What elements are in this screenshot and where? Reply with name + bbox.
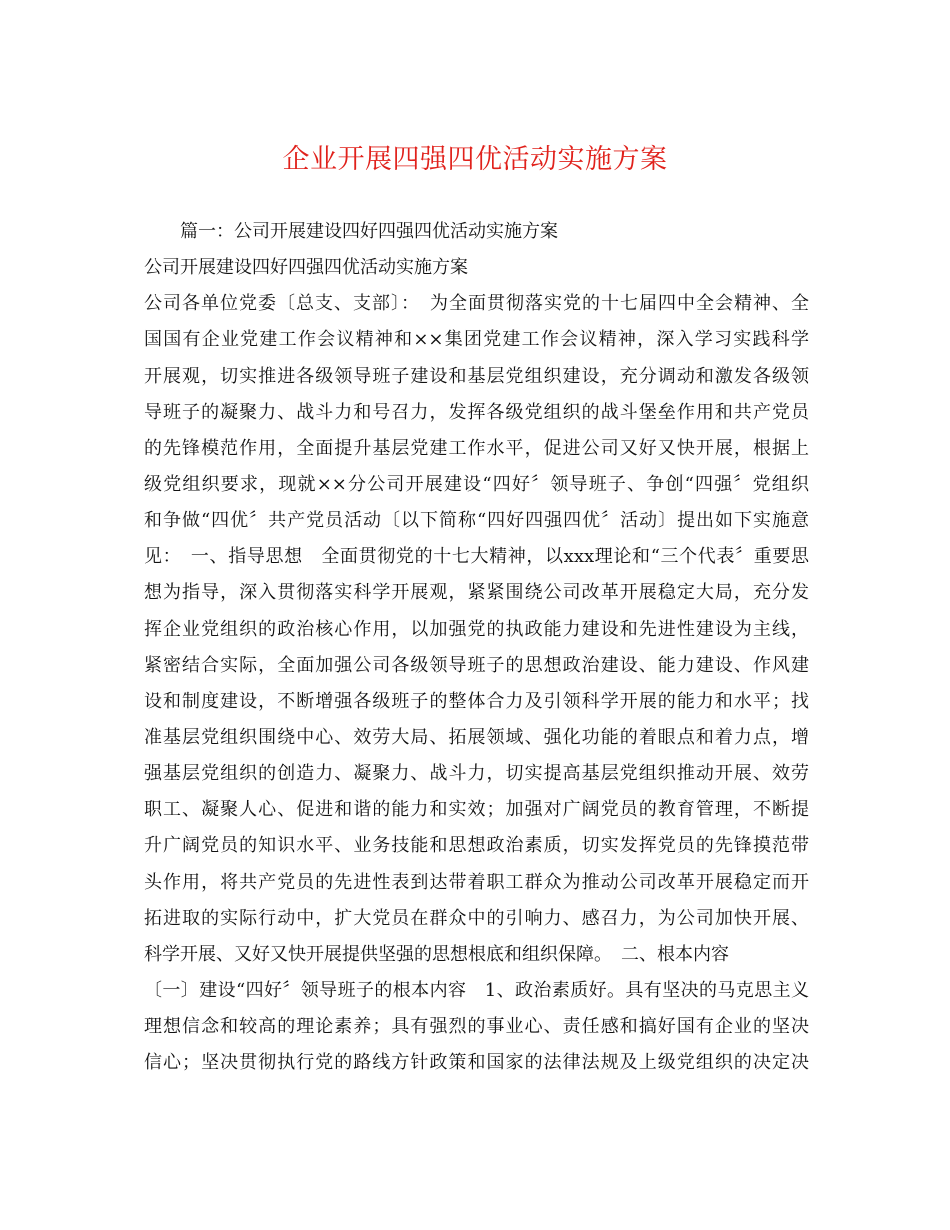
body-line: 篇一：公司开展建设四好四强四优活动实施方案: [180, 221, 558, 242]
body-line: 公司各单位党委〔总支、支部〕： 为全面贯彻落实党的十七届四中全会精神、全: [144, 293, 809, 315]
body-line: 紧密结合实际，全面加强公司各级领导班子的思想政治建设、能力建设、作风建: [144, 654, 809, 676]
body-line: 级党组织要求，现就××分公司开展建设“四好〞领导班子、争创“四强〞党组织: [144, 473, 809, 495]
body-line: 挥企业党组织的政治核心作用，以加强党的执政能力建设和先进性建设为主线，: [144, 618, 809, 640]
body-line: 拓进取的实际行动中，扩大党员在群众中的引响力、感召力，为公司加快开展、: [144, 907, 809, 929]
body-line: 升广阔党员的知识水平、业务技能和思想政治素质，切实发挥党员的先锋摸范带: [144, 835, 809, 857]
document-body: [144, 214, 809, 1081]
body-line: 职工、凝聚人心、促进和谐的能力和实效；加强对广阔党员的教育管理，不断提: [144, 799, 809, 821]
body-line: 理想信念和较高的理论素养；具有强烈的事业心、责任感和搞好国有企业的坚决: [144, 1016, 809, 1038]
body-line: 公司开展建设四好四强四优活动实施方案: [144, 257, 468, 279]
body-line: 导班子的凝聚力、战斗力和号召力，发挥各级党组织的战斗堡垒作用和共产党员: [144, 401, 809, 423]
body-line: 的先锋模范作用，全面提升基层党建工作水平，促进公司又好又快开展，根据上: [144, 437, 809, 459]
body-line: 想为指导，深入贯彻落实科学开展观，紧紧围绕公司改革开展稳定大局，充分发: [144, 582, 809, 604]
body-line: 强基层党组织的创造力、凝聚力、战斗力，切实提高基层党组织推动开展、效劳: [144, 763, 809, 785]
body-line: 科学开展、又好又快开展提供坚强的思想根底和组织保障。 二、根本内容: [144, 943, 729, 965]
body-line: 〔一〕建设“四好〞领导班子的根本内容 1、政治素质好。具有坚决的马克思主义: [144, 979, 809, 1001]
body-line: 设和制度建设，不断增强各级班子的整体合力及引领科学开展的能力和水平；找: [144, 690, 809, 712]
body-line: 准基层党组织围绕中心、效劳大局、拓展领域、强化功能的着眼点和着力点，增: [144, 726, 809, 748]
document-title: 企业开展四强四优活动实施方案: [282, 144, 668, 175]
body-line: 国国有企业党建工作会议精神和××集团党建工作会议精神，深入学习实践科学: [144, 329, 809, 351]
body-line: 开展观，切实推进各级领导班子建设和基层党组织建设，充分调动和激发各级领: [144, 365, 809, 387]
body-line: 头作用，将共产党员的先进性表到达带着职工群众为推动公司改革开展稳定而开: [144, 871, 809, 893]
body-line: 和争做“四优〞共产党员活动〔以下简称“四好四强四优〞活动〕提出如下实施意: [144, 510, 809, 532]
body-line: 信心；坚决贯彻执行党的路线方针政策和国家的法律法规及上级党组织的决定决: [144, 1052, 809, 1074]
body-line: 见： 一、指导思想 全面贯彻党的十七大精神，以xxx理论和“三个代表〞重要思: [144, 546, 809, 568]
